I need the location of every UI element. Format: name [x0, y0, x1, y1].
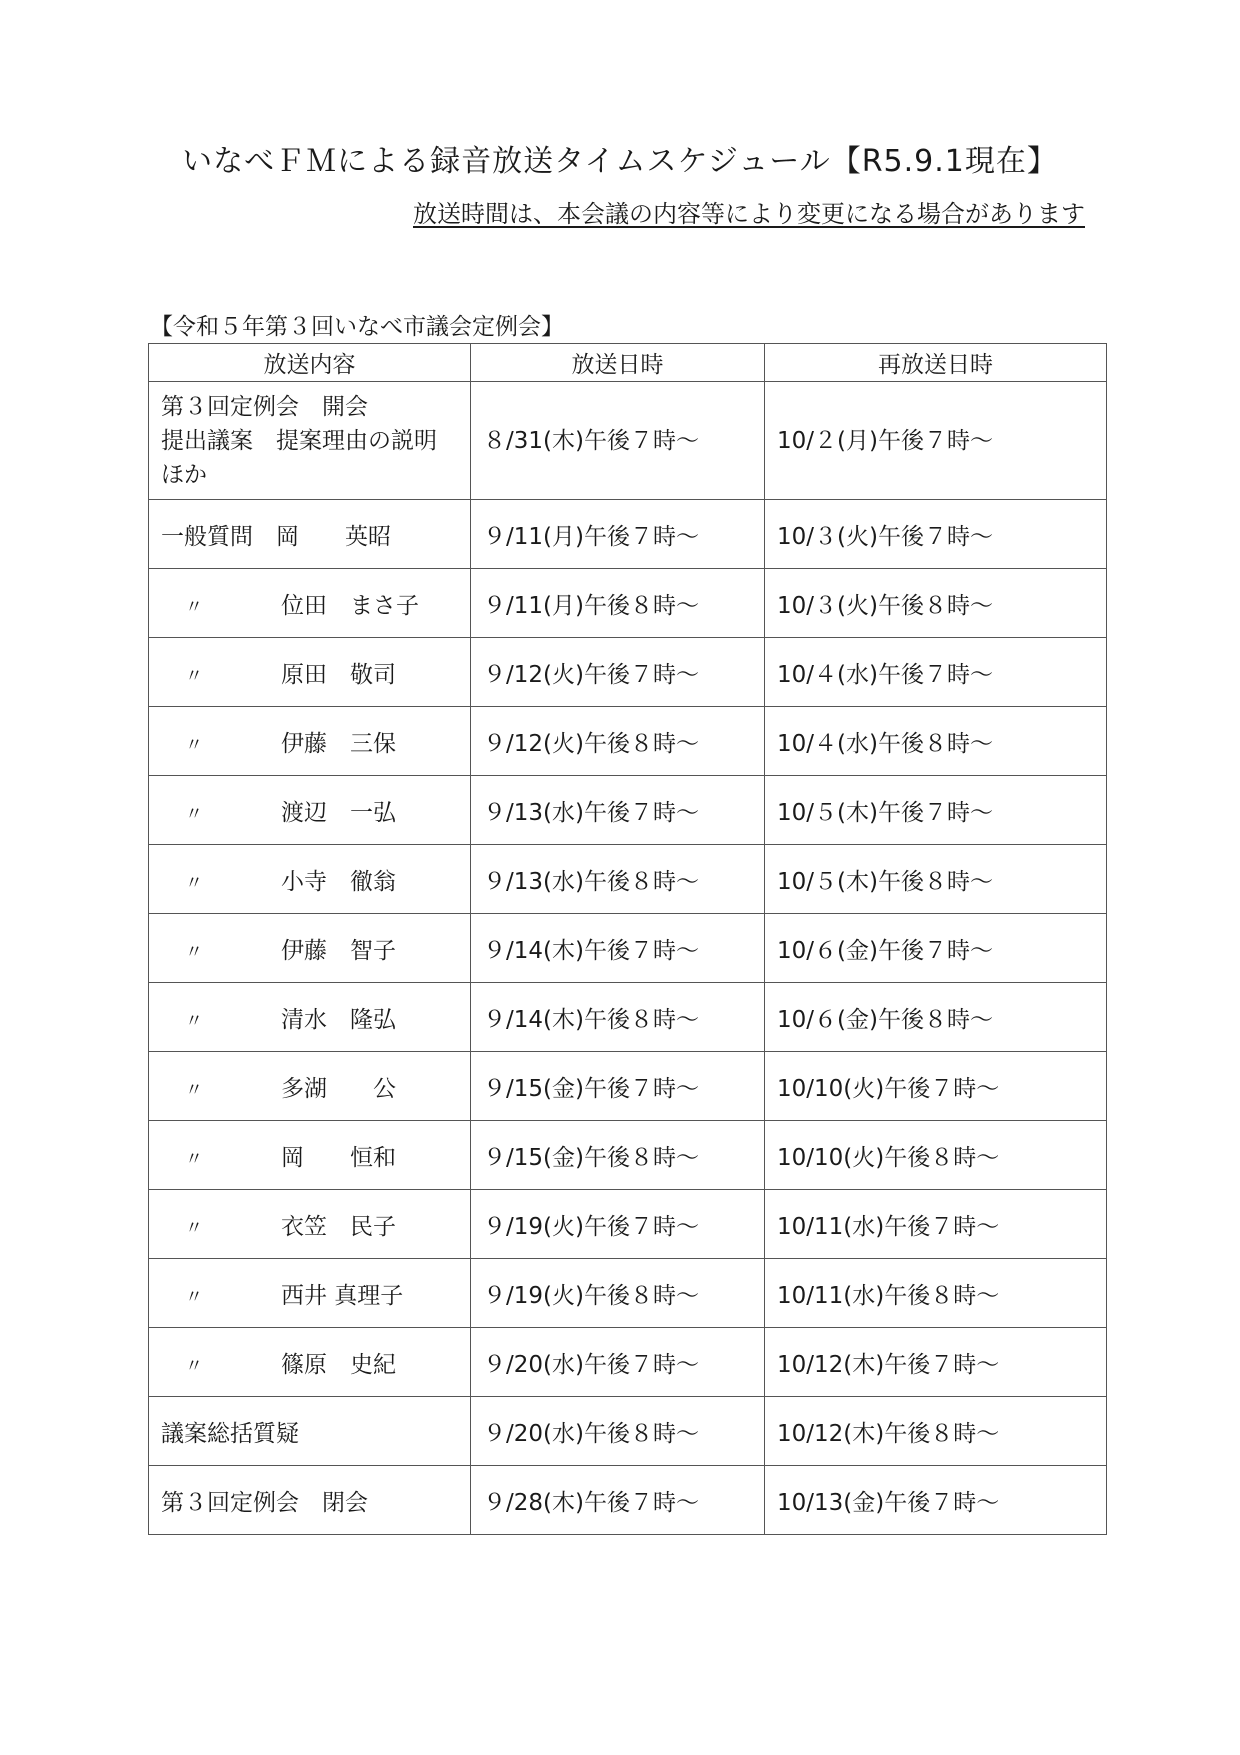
rebroadcast-cell: 10/２(月)午後７時～ [765, 382, 1107, 500]
broadcast-cell: ９/12(火)午後７時～ [471, 638, 765, 707]
rebroadcast-cell: 10/３(火)午後８時～ [765, 569, 1107, 638]
table-row [149, 1259, 1107, 1328]
broadcast-cell: ９/14(木)午後８時～ [471, 983, 765, 1052]
page-title: いなべＦＭによる録音放送タイムスケジュール【R5.9.1現在】 [182, 144, 1058, 179]
member-name: 伊藤 三保 [281, 730, 396, 757]
rebroadcast-cell: 10/５(木)午後８時～ [765, 845, 1107, 914]
member-name: 衣笠 民子 [281, 1213, 396, 1240]
ditto-mark: 〃 [185, 1355, 203, 1377]
ditto-mark: 〃 [185, 872, 203, 894]
ditto-mark: 〃 [185, 1286, 203, 1308]
member-name: 多湖 公 [281, 1075, 396, 1102]
session-title: 【令和５年第３回いなべ市議会定例会】 [150, 314, 564, 340]
rebroadcast-cell: 10/６(金)午後７時～ [765, 914, 1107, 983]
broadcast-cell: ９/11(月)午後７時～ [471, 500, 765, 569]
schedule-change-note: 放送時間は、本会議の内容等により変更になる場合があります [413, 200, 1085, 228]
table-row [149, 776, 1107, 845]
ditto-mark: 〃 [185, 665, 203, 687]
content-cell [149, 914, 471, 983]
content-cell [149, 707, 471, 776]
ditto-mark: 〃 [185, 596, 203, 618]
rebroadcast-cell: 10/５(木)午後７時～ [765, 776, 1107, 845]
content-cell [149, 1259, 471, 1328]
broadcast-schedule-table [148, 343, 1107, 1535]
table-row [149, 1328, 1107, 1397]
table-row [149, 1466, 1107, 1535]
rebroadcast-cell: 10/10(火)午後７時～ [765, 1052, 1107, 1121]
content-cell: 議案総括質疑 [149, 1397, 471, 1466]
content-cell [149, 983, 471, 1052]
broadcast-cell: ９/20(水)午後８時～ [471, 1397, 765, 1466]
table-row [149, 1052, 1107, 1121]
rebroadcast-cell: 10/６(金)午後８時～ [765, 983, 1107, 1052]
member-name: 渡辺 一弘 [281, 799, 396, 826]
content-cell [149, 845, 471, 914]
broadcast-cell: ８/31(木)午後７時～ [471, 382, 765, 500]
rebroadcast-cell: 10/13(金)午後７時～ [765, 1466, 1107, 1535]
table-row [149, 500, 1107, 569]
content-line: ほか [161, 461, 207, 488]
content-cell [149, 569, 471, 638]
rebroadcast-cell: 10/４(水)午後７時～ [765, 638, 1107, 707]
content-cell [149, 776, 471, 845]
table-header-row [149, 344, 1107, 382]
broadcast-cell: ９/13(水)午後７時～ [471, 776, 765, 845]
ditto-mark: 〃 [185, 1010, 203, 1032]
broadcast-cell: ９/11(月)午後８時～ [471, 569, 765, 638]
table-row [149, 569, 1107, 638]
broadcast-cell: ９/13(水)午後８時～ [471, 845, 765, 914]
content-cell [149, 638, 471, 707]
table-row [149, 707, 1107, 776]
member-name: 伊藤 智子 [281, 937, 396, 964]
table-row [149, 1121, 1107, 1190]
member-name: 西井 真理子 [281, 1282, 404, 1309]
rebroadcast-cell: 10/11(水)午後８時～ [765, 1259, 1107, 1328]
broadcast-cell: ９/20(水)午後７時～ [471, 1328, 765, 1397]
content-cell [149, 1052, 471, 1121]
rebroadcast-cell: 10/10(火)午後８時～ [765, 1121, 1107, 1190]
ditto-mark: 〃 [185, 734, 203, 756]
ditto-mark: 〃 [185, 941, 203, 963]
ditto-mark: 〃 [185, 1217, 203, 1239]
content-cell: 一般質問 岡 英昭 [149, 500, 471, 569]
member-name: 岡 恒和 [281, 1144, 396, 1171]
member-name: 篠原 史紀 [281, 1351, 396, 1378]
table-row [149, 382, 1107, 500]
rebroadcast-cell: 10/12(木)午後８時～ [765, 1397, 1107, 1466]
broadcast-cell: ９/14(木)午後７時～ [471, 914, 765, 983]
table-row [149, 983, 1107, 1052]
member-name: 小寺 徹翁 [281, 868, 396, 895]
ditto-mark: 〃 [185, 1079, 203, 1101]
broadcast-cell: ９/19(火)午後７時～ [471, 1190, 765, 1259]
member-name: 原田 敬司 [281, 661, 396, 688]
rebroadcast-cell: 10/11(水)午後７時～ [765, 1190, 1107, 1259]
broadcast-cell: ９/19(火)午後８時～ [471, 1259, 765, 1328]
content-cell [149, 1121, 471, 1190]
ditto-mark: 〃 [185, 1148, 203, 1170]
content-cell [149, 1328, 471, 1397]
ditto-mark: 〃 [185, 803, 203, 825]
broadcast-cell: ９/28(木)午後７時～ [471, 1466, 765, 1535]
table-row [149, 638, 1107, 707]
broadcast-cell: ９/12(火)午後８時～ [471, 707, 765, 776]
table-row [149, 1397, 1107, 1466]
header-broadcast: 放送日時 [471, 344, 765, 382]
content-cell: 第３回定例会 閉会 [149, 1466, 471, 1535]
rebroadcast-cell: 10/４(水)午後８時～ [765, 707, 1107, 776]
broadcast-cell: ９/15(金)午後８時～ [471, 1121, 765, 1190]
header-content: 放送内容 [149, 344, 471, 382]
member-name: 清水 隆弘 [281, 1006, 396, 1033]
table-row [149, 1190, 1107, 1259]
member-name: 位田 まさ子 [281, 592, 419, 619]
table-row [149, 845, 1107, 914]
rebroadcast-cell: 10/３(火)午後７時～ [765, 500, 1107, 569]
rebroadcast-cell: 10/12(木)午後７時～ [765, 1328, 1107, 1397]
content-cell [149, 1190, 471, 1259]
content-line: 提出議案 提案理由の説明 [161, 427, 437, 454]
header-rebroadcast: 再放送日時 [765, 344, 1107, 382]
broadcast-cell: ９/15(金)午後７時～ [471, 1052, 765, 1121]
content-cell [149, 382, 471, 500]
content-line: 第３回定例会 開会 [161, 393, 368, 420]
table-row [149, 914, 1107, 983]
